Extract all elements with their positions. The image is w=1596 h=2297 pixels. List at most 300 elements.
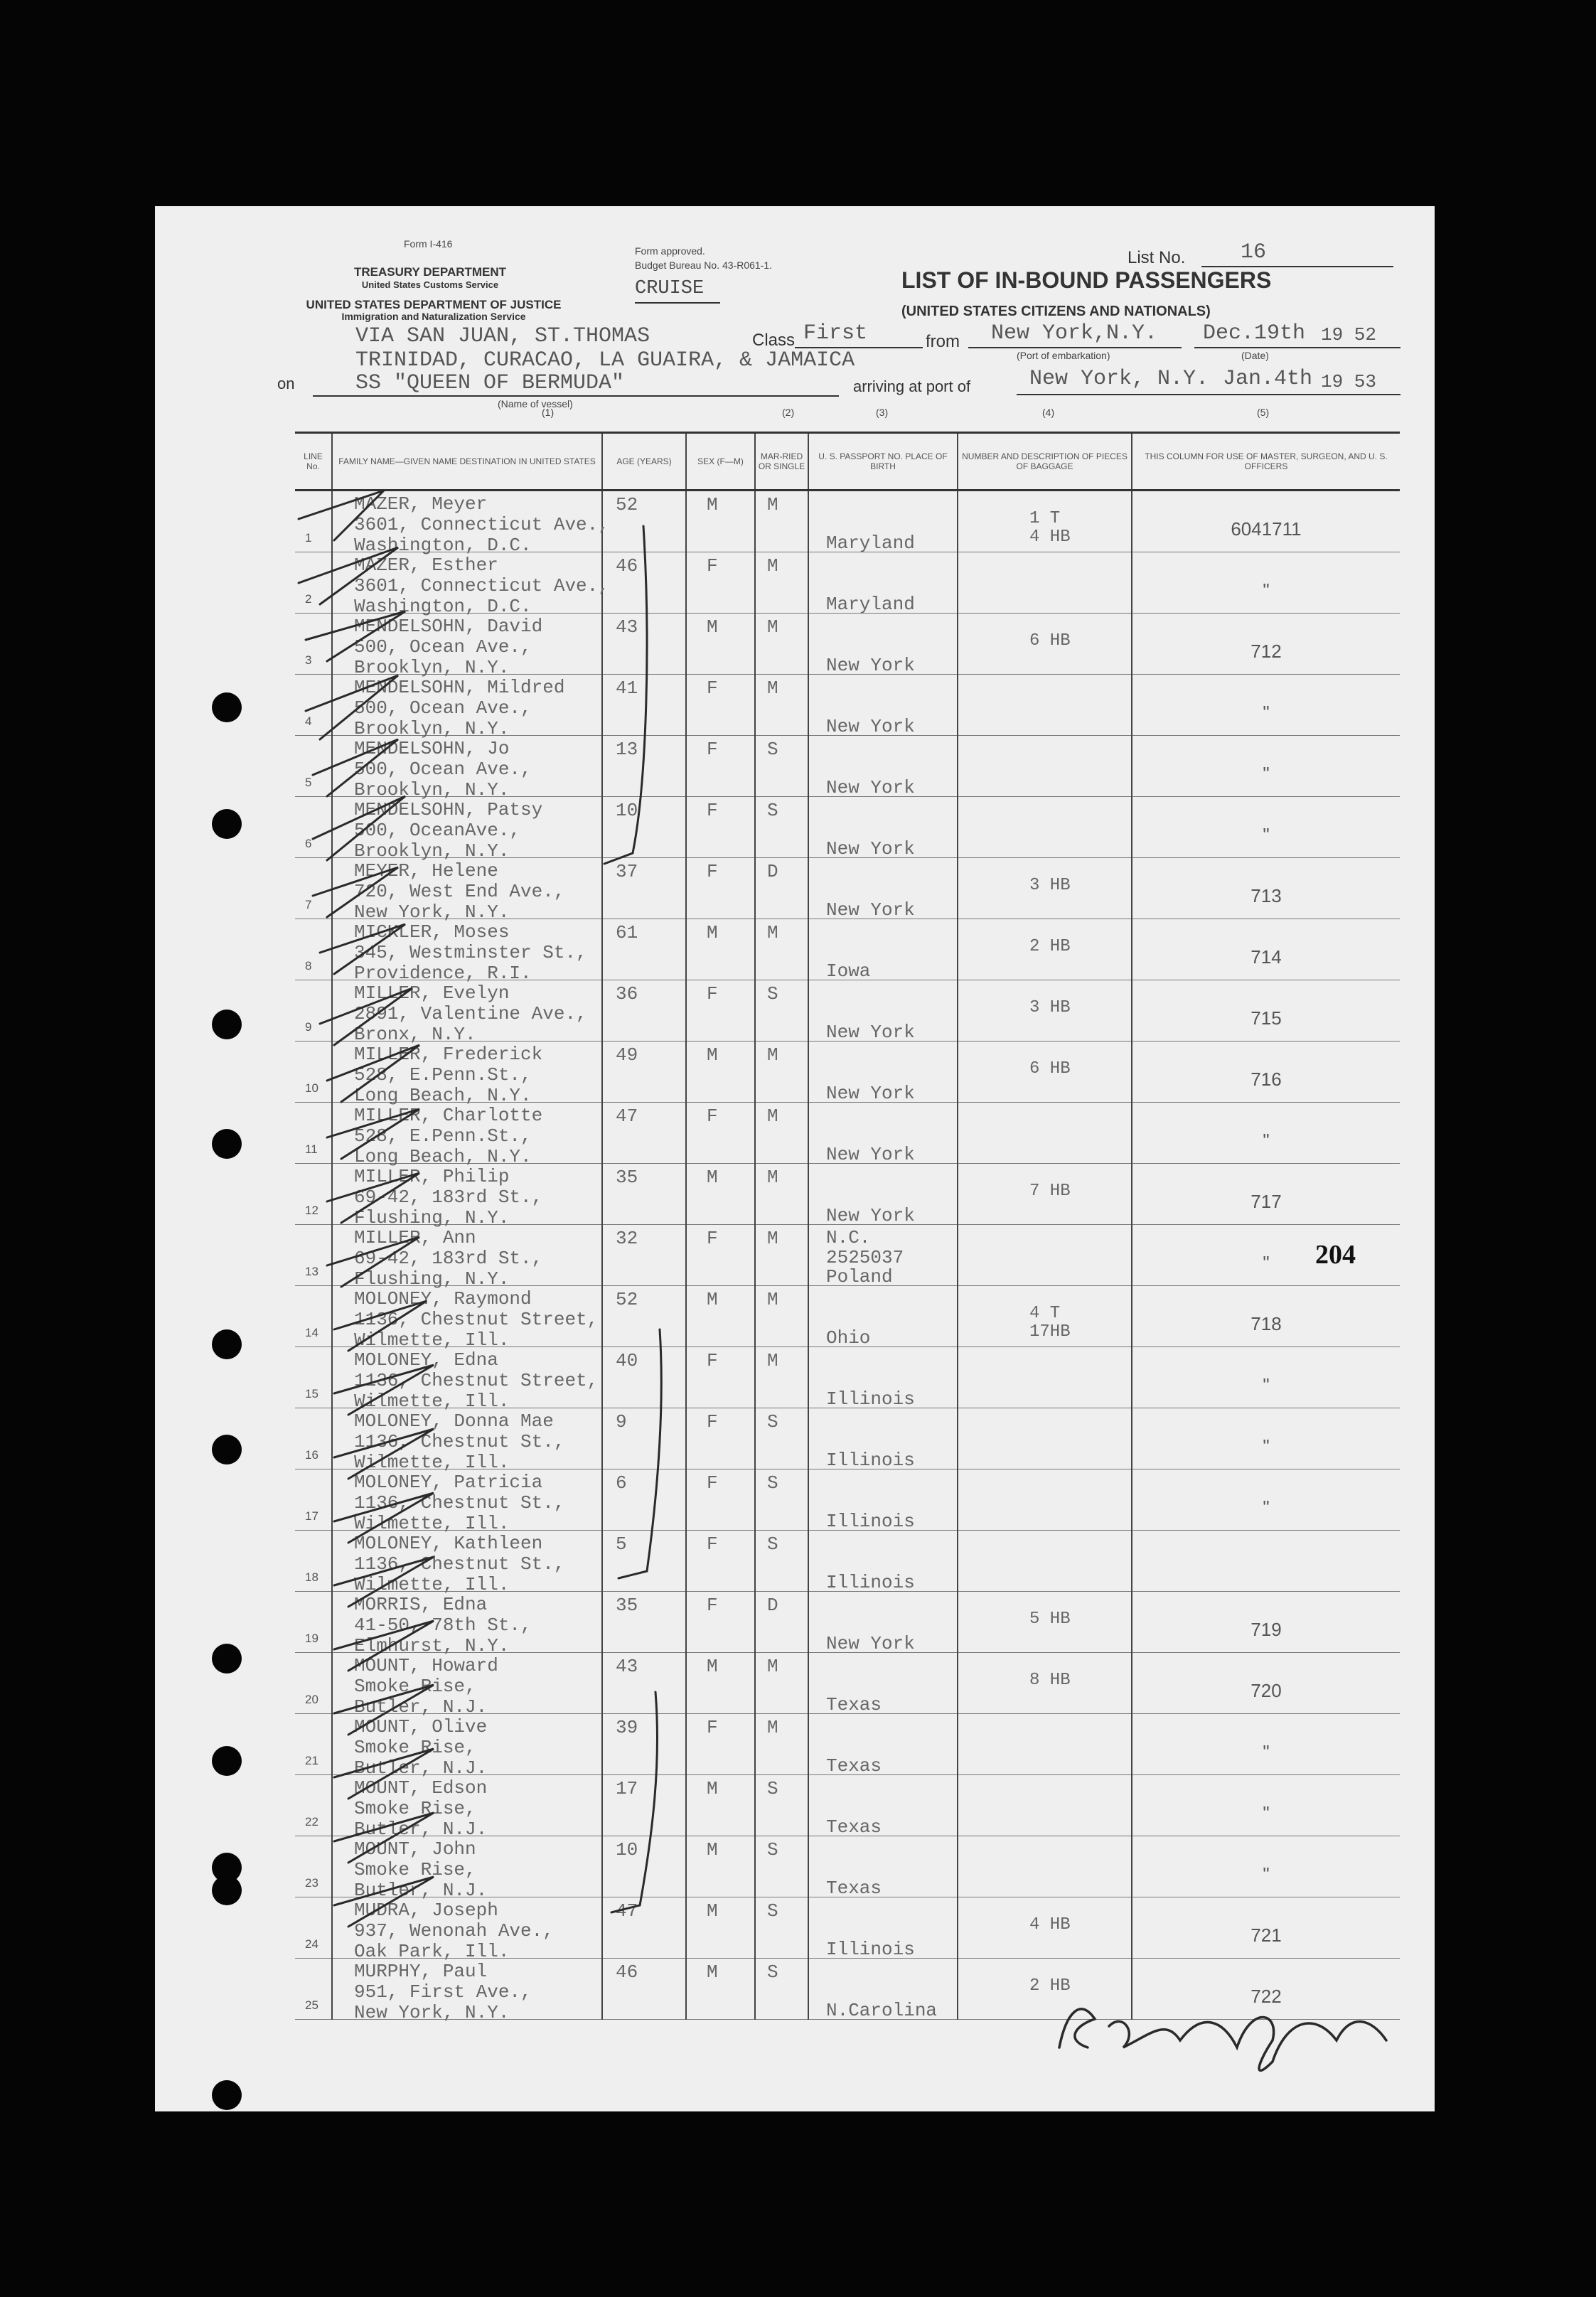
line-number: 24	[305, 1937, 318, 1951]
marital-value: M	[767, 1228, 778, 1249]
table-row	[295, 1775, 1400, 1836]
marital-cell	[755, 1408, 808, 1469]
marital-value: S	[767, 1778, 778, 1799]
sex-cell	[686, 1714, 755, 1775]
table-row	[295, 980, 1400, 1042]
table-row	[295, 491, 1400, 552]
place-of-birth: Poland	[826, 1266, 893, 1287]
place-of-birth: Illinois	[826, 1511, 915, 1532]
place-of-birth: Iowa	[826, 960, 871, 982]
age-value: 47	[616, 1105, 638, 1127]
baggage-handbags: 4 HB	[1029, 1915, 1071, 1934]
class-underline	[795, 347, 923, 348]
age-cell	[602, 736, 686, 797]
baggage-cell	[958, 1959, 1132, 2020]
ins-service: Immigration and Naturalization Service	[341, 311, 526, 322]
age-value: 61	[616, 922, 638, 943]
marital-cell	[755, 491, 808, 552]
line-number: 5	[305, 776, 312, 789]
passport-cell	[808, 1103, 958, 1164]
line-number-cell	[295, 1592, 332, 1653]
age-cell	[602, 980, 686, 1042]
place-of-birth: New York	[826, 1022, 915, 1043]
place-of-birth: Texas	[826, 1816, 882, 1838]
passport-cell	[808, 1469, 958, 1531]
address-line: 937, Wenonah Ave.,	[354, 1920, 554, 1942]
name-cell	[332, 1225, 602, 1290]
sex-value: F	[707, 861, 718, 882]
address-city: Wilmette, Ill.	[354, 1391, 510, 1412]
passport-cell	[808, 1225, 958, 1286]
address-city: Brooklyn, N.Y.	[354, 718, 510, 739]
name-cell	[332, 491, 609, 556]
official-entry: 716	[1250, 1069, 1282, 1090]
binder-hole	[212, 1010, 242, 1039]
line-number-cell	[295, 980, 332, 1042]
place-of-birth: N.Carolina	[826, 2000, 938, 2021]
treasury-dept: TREASURY DEPARTMENT	[353, 265, 507, 279]
line-number-cell	[295, 919, 332, 980]
baggage-cell	[958, 1164, 1132, 1225]
marital-cell	[755, 980, 808, 1042]
address-line: 3601, Connecticut Ave.,	[354, 575, 609, 596]
address-line: 720, West End Ave.,	[354, 881, 565, 902]
marital-cell	[755, 1531, 808, 1592]
passenger-name: MENDELSOHN, Mildred	[354, 677, 565, 698]
marital-cell	[755, 675, 808, 736]
passenger-name: MICKLER, Moses	[354, 921, 510, 943]
address-line: 3601, Connecticut Ave.,	[354, 514, 609, 535]
age-cell	[602, 614, 686, 675]
passport-cell	[808, 1286, 958, 1347]
official-cell	[1132, 491, 1400, 552]
official-entry: 721	[1250, 1924, 1282, 1946]
marital-value: M	[767, 1350, 778, 1371]
marital-cell	[755, 1714, 808, 1775]
table-row	[295, 1286, 1400, 1347]
baggage-cell	[958, 1408, 1132, 1469]
line-number-cell	[295, 736, 332, 797]
marital-value: S	[767, 1839, 778, 1860]
age-value: 40	[616, 1350, 638, 1371]
marital-cell	[755, 1042, 808, 1103]
table-row	[295, 1347, 1400, 1408]
vessel-note: (Name of vessel)	[498, 398, 573, 409]
baggage-cell	[958, 1714, 1132, 1775]
sex-cell	[686, 1653, 755, 1714]
marital-value: M	[767, 678, 778, 699]
name-cell	[332, 797, 602, 862]
marital-cell	[755, 1836, 808, 1897]
line-number-cell	[295, 1531, 332, 1592]
address-city: Oak Park, Ill.	[354, 1941, 510, 1962]
name-cell	[332, 736, 602, 801]
sex-cell	[686, 980, 755, 1042]
passenger-name: MILLER, Evelyn	[354, 982, 510, 1004]
passenger-name: MOUNT, Edson	[354, 1777, 488, 1799]
passport-cell	[808, 1653, 958, 1714]
name-cell	[332, 1286, 602, 1351]
official-cell	[1132, 1531, 1400, 1592]
age-value: 13	[616, 739, 638, 760]
line-number: 17	[305, 1509, 318, 1523]
line-number: 13	[305, 1265, 318, 1278]
passport-cell	[808, 797, 958, 858]
passenger-name: MILLER, Philip	[354, 1166, 510, 1187]
official-cell	[1132, 1347, 1400, 1408]
baggage-cell	[958, 1836, 1132, 1897]
baggage-cell	[958, 797, 1132, 858]
marital-value: M	[767, 922, 778, 943]
sex-cell	[686, 552, 755, 614]
address-line: Smoke Rise,	[354, 1859, 476, 1880]
list-number: 16	[1241, 240, 1267, 264]
address-city: Wilmette, Ill.	[354, 1513, 510, 1534]
address-line: 41-50, 78th St.,	[354, 1615, 532, 1636]
sex-value: M	[707, 1900, 718, 1922]
place-of-birth: New York	[826, 1633, 915, 1654]
line-number-cell	[295, 1653, 332, 1714]
on-label: on	[277, 375, 295, 392]
sex-value: M	[707, 1289, 718, 1310]
line-number: 4	[305, 714, 312, 728]
table-row	[295, 1592, 1400, 1653]
address-city: Wilmette, Ill.	[354, 1574, 510, 1595]
official-cell	[1132, 1225, 1400, 1286]
marital-value: M	[767, 1105, 778, 1127]
baggage-handbags: 2 HB	[1029, 937, 1071, 956]
table-row	[295, 736, 1400, 797]
sex-value: M	[707, 1778, 718, 1799]
stamped-page-number: 204	[1315, 1240, 1356, 1270]
baggage-cell	[958, 491, 1132, 552]
line-number-cell	[295, 1164, 332, 1225]
address-city: Flushing, N.Y.	[354, 1268, 510, 1290]
embark-note: (Port of embarkation)	[1017, 350, 1110, 361]
age-value: 41	[616, 678, 638, 699]
address-line: 1136, Chestnut Street,	[354, 1309, 599, 1330]
age-cell	[602, 675, 686, 736]
official-entry: 714	[1250, 946, 1282, 968]
address-city: Wilmette, Ill.	[354, 1452, 510, 1473]
passenger-name: MENDELSOHN, Jo	[354, 738, 510, 759]
official-entry: "	[1263, 824, 1270, 845]
address-city: Long Beach, N.Y.	[354, 1085, 532, 1106]
col-num-2: (2)	[782, 407, 795, 418]
table-row	[295, 919, 1400, 980]
place-of-birth: New York	[826, 838, 915, 860]
line-number-cell	[295, 491, 332, 552]
passport-cell	[808, 1897, 958, 1959]
col-header-line: LINE No.	[295, 433, 332, 491]
line-number: 23	[305, 1876, 318, 1890]
name-cell	[332, 980, 602, 1045]
age-value: 39	[616, 1717, 638, 1738]
official-entry: 719	[1250, 1619, 1282, 1640]
col-header-sex: SEX (F—M)	[686, 433, 755, 491]
address-city: Long Beach, N.Y.	[354, 1146, 532, 1167]
embark-year: 19 52	[1321, 324, 1377, 346]
binder-hole	[212, 809, 242, 839]
sex-value: M	[707, 1656, 718, 1677]
address-line: 1136, Chestnut St.,	[354, 1431, 565, 1452]
age-value: 49	[616, 1044, 638, 1066]
marital-cell	[755, 797, 808, 858]
passport-cell	[808, 1531, 958, 1592]
sex-value: F	[707, 1717, 718, 1738]
name-cell	[332, 614, 602, 678]
col-header-passport: U. S. PASSPORT NO. PLACE OF BIRTH	[808, 433, 958, 491]
name-cell	[332, 1897, 602, 1962]
vessel-name: SS "QUEEN OF BERMUDA"	[355, 371, 625, 395]
address-line: 528, E.Penn.St.,	[354, 1064, 532, 1086]
col-header-married: MAR-RIED OR SINGLE	[755, 433, 808, 491]
form-number: Form I-416	[404, 238, 453, 250]
name-cell	[332, 858, 602, 923]
passport-cell	[808, 1714, 958, 1775]
address-line: 69-42, 183rd St.,	[354, 1187, 543, 1208]
baggage-handbags: 3 HB	[1029, 876, 1071, 895]
official-cell	[1132, 1469, 1400, 1531]
passport-cell	[808, 736, 958, 797]
passport-cell	[808, 1959, 958, 2020]
passport-cell	[808, 919, 958, 980]
marital-value: S	[767, 1472, 778, 1494]
line-number-cell	[295, 1042, 332, 1103]
arriving-label: arriving at port of	[853, 378, 971, 395]
passport-cell	[808, 1592, 958, 1653]
name-cell	[332, 1592, 602, 1656]
line-number-cell	[295, 1714, 332, 1775]
age-cell	[602, 1836, 686, 1897]
sex-value: M	[707, 494, 718, 515]
name-cell	[332, 1469, 602, 1534]
age-cell	[602, 1959, 686, 2020]
sex-cell	[686, 1408, 755, 1469]
marital-cell	[755, 919, 808, 980]
baggage-trunks: 1 T	[1029, 509, 1061, 528]
binder-hole	[212, 1329, 242, 1359]
marital-value: D	[767, 1595, 778, 1616]
place-of-birth: New York	[826, 716, 915, 737]
binder-hole	[212, 1129, 242, 1159]
name-cell	[332, 1959, 602, 2023]
age-cell	[602, 919, 686, 980]
via-ports-line2: TRINIDAD, CURACAO, LA GUAIRA, & JAMAICA	[355, 348, 855, 373]
from-underline	[968, 347, 1182, 348]
age-value: 37	[616, 861, 638, 882]
line-number-cell	[295, 1225, 332, 1286]
passport-cell	[808, 1042, 958, 1103]
address-line: 951, First Ave.,	[354, 1981, 532, 2003]
passenger-name: MOUNT, Olive	[354, 1716, 488, 1738]
name-cell	[332, 1164, 602, 1228]
customs-service: United States Customs Service	[361, 279, 499, 290]
sex-value: M	[707, 1167, 718, 1188]
embark-date: Dec.19th	[1203, 321, 1306, 346]
marital-value: D	[767, 861, 778, 882]
official-entry: "	[1263, 1435, 1270, 1457]
class-value: First	[803, 321, 868, 346]
class-label: Class	[752, 331, 796, 350]
address-line: Smoke Rise,	[354, 1798, 476, 1819]
official-cell	[1132, 1897, 1400, 1959]
line-number: 12	[305, 1204, 318, 1217]
marital-value: S	[767, 1533, 778, 1555]
place-of-birth: New York	[826, 655, 915, 676]
age-cell	[602, 1164, 686, 1225]
sex-value: F	[707, 1350, 718, 1371]
passenger-name: MILLER, Ann	[354, 1227, 476, 1248]
sex-cell	[686, 1103, 755, 1164]
passport-number: N.C. 2525037	[826, 1227, 904, 1268]
place-of-birth: Texas	[826, 1755, 882, 1777]
line-number-cell	[295, 1469, 332, 1531]
baggage-cell	[958, 1469, 1132, 1531]
official-cell	[1132, 1042, 1400, 1103]
name-cell	[332, 1103, 602, 1167]
place-of-birth: Illinois	[826, 1939, 915, 1960]
line-number-cell	[295, 1103, 332, 1164]
baggage-handbags: 8 HB	[1029, 1671, 1071, 1690]
binder-hole	[212, 1435, 242, 1465]
name-cell	[332, 1775, 602, 1840]
marital-value: M	[767, 616, 778, 638]
passport-cell	[808, 1836, 958, 1897]
age-value: 17	[616, 1778, 638, 1799]
official-cell	[1132, 736, 1400, 797]
address-line: 69-42, 183rd St.,	[354, 1248, 543, 1269]
table-row	[295, 1531, 1400, 1592]
marital-cell	[755, 858, 808, 919]
sex-value: F	[707, 1411, 718, 1433]
address-city: Washington, D.C.	[354, 596, 532, 617]
place-of-birth: New York	[826, 899, 915, 921]
marital-cell	[755, 1225, 808, 1286]
official-cell	[1132, 1103, 1400, 1164]
official-cell	[1132, 1164, 1400, 1225]
marital-value: S	[767, 1961, 778, 1983]
age-cell	[602, 797, 686, 858]
sex-cell	[686, 1775, 755, 1836]
place-of-birth: Texas	[826, 1878, 882, 1899]
age-value: 52	[616, 494, 638, 515]
official-entry: 717	[1250, 1191, 1282, 1212]
col-header-name: FAMILY NAME—GIVEN NAME DESTINATION IN UNITED STATES	[332, 433, 602, 491]
sex-value: F	[707, 555, 718, 577]
address-city: Washington, D.C.	[354, 535, 532, 556]
col-header-official: THIS COLUMN FOR USE OF MASTER, SURGEON, AND U. S. OFFICERS	[1132, 433, 1400, 491]
sex-value: M	[707, 1044, 718, 1066]
baggage-cell	[958, 1653, 1132, 1714]
passenger-name: MOUNT, Howard	[354, 1655, 498, 1676]
table-header-row	[295, 433, 1400, 491]
address-line: 500, OceanAve.,	[354, 820, 521, 841]
address-city: Brooklyn, N.Y.	[354, 779, 510, 801]
table-row	[295, 1164, 1400, 1225]
age-cell	[602, 491, 686, 552]
sex-value: M	[707, 616, 718, 638]
age-cell	[602, 1286, 686, 1347]
official-entry: "	[1263, 1741, 1270, 1762]
name-cell	[332, 1714, 602, 1779]
marital-cell	[755, 1959, 808, 2020]
age-cell	[602, 1592, 686, 1653]
col-num-3: (3)	[876, 407, 889, 418]
place-of-birth: Maryland	[826, 532, 915, 554]
age-value: 43	[616, 1656, 638, 1677]
via-ports-line1: VIA SAN JUAN, ST.THOMAS	[355, 324, 650, 348]
line-number-cell	[295, 552, 332, 614]
official-entry: 713	[1250, 885, 1282, 906]
passenger-name: MURPHY, Paul	[354, 1961, 488, 1982]
sex-cell	[686, 1897, 755, 1959]
sex-cell	[686, 797, 755, 858]
official-cell	[1132, 1836, 1400, 1897]
marital-cell	[755, 1103, 808, 1164]
sex-value: M	[707, 1961, 718, 1983]
place-of-birth: Illinois	[826, 1572, 915, 1593]
age-value: 47	[616, 1900, 638, 1922]
passport-cell	[808, 858, 958, 919]
col-num-1: (1)	[542, 407, 555, 418]
marital-value: S	[767, 1900, 778, 1922]
marital-value: M	[767, 1289, 778, 1310]
table-row	[295, 1103, 1400, 1164]
baggage-handbags: 2 HB	[1029, 1976, 1071, 1996]
marital-cell	[755, 1347, 808, 1408]
official-entry: "	[1263, 702, 1270, 723]
line-number-cell	[295, 1959, 332, 2020]
baggage-handbags: 5 HB	[1029, 1610, 1071, 1629]
official-cell	[1132, 614, 1400, 675]
official-cell	[1132, 1775, 1400, 1836]
address-line: 1136, Chestnut St.,	[354, 1492, 565, 1514]
binder-hole	[212, 2080, 242, 2110]
address-city: Flushing, N.Y.	[354, 1207, 510, 1228]
baggage-handbags: 7 HB	[1029, 1182, 1071, 1201]
line-number-cell	[295, 1775, 332, 1836]
age-value: 35	[616, 1595, 638, 1616]
from-label: from	[926, 332, 960, 351]
age-value: 6	[616, 1472, 627, 1494]
passport-cell	[808, 614, 958, 675]
marital-cell	[755, 1775, 808, 1836]
line-number: 21	[305, 1754, 318, 1767]
address-city: Butler, N.J.	[354, 1696, 488, 1718]
marital-cell	[755, 736, 808, 797]
baggage-cell	[958, 1592, 1132, 1653]
sex-value: F	[707, 1472, 718, 1494]
place-of-birth: Illinois	[826, 1450, 915, 1471]
age-cell	[602, 1225, 686, 1286]
cruise-underline	[635, 302, 720, 304]
table-row	[295, 858, 1400, 919]
place-of-birth: New York	[826, 1083, 915, 1104]
sex-cell	[686, 736, 755, 797]
passport-cell	[808, 1164, 958, 1225]
age-cell	[602, 1042, 686, 1103]
age-value: 52	[616, 1289, 638, 1310]
address-city: Butler, N.J.	[354, 1757, 488, 1779]
sex-cell	[686, 675, 755, 736]
table-row	[295, 1897, 1400, 1959]
table-row	[295, 1408, 1400, 1469]
marital-cell	[755, 614, 808, 675]
passport-cell	[808, 1347, 958, 1408]
baggage-cell	[958, 1347, 1132, 1408]
passenger-name: MORRIS, Edna	[354, 1594, 488, 1615]
